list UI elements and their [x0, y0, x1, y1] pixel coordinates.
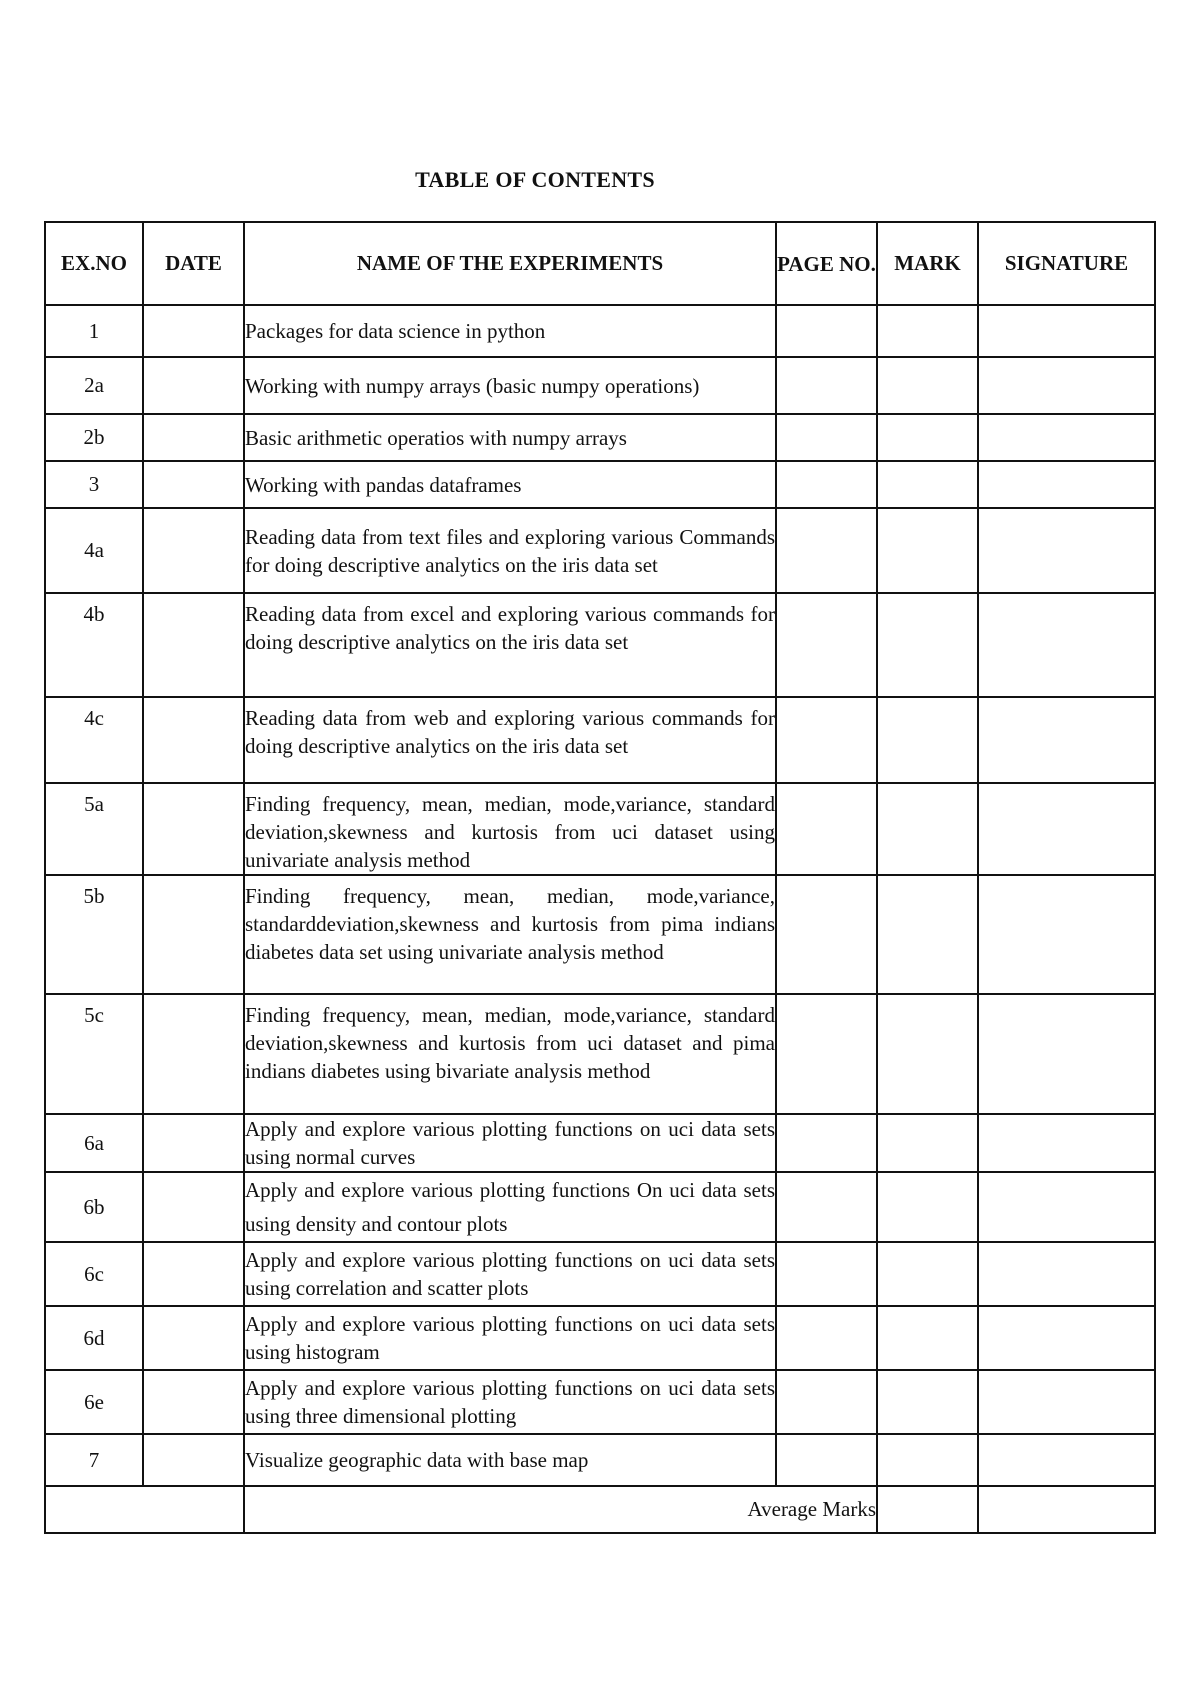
signature-cell [978, 783, 1155, 875]
contents-table [44, 221, 1156, 1534]
mark-cell [877, 1114, 978, 1172]
row-exno: 6d [45, 1306, 143, 1370]
table-row [45, 1172, 1155, 1242]
row-exno: 2a [45, 357, 143, 414]
mark-cell [877, 875, 978, 994]
mark-cell [877, 1242, 978, 1306]
row-exno: 6a [45, 1114, 143, 1172]
row-exno: 4b [45, 593, 143, 697]
row-exno: 7 [45, 1434, 143, 1486]
row-exno: 3 [45, 461, 143, 508]
mark-cell [877, 357, 978, 414]
table-row [45, 593, 1155, 697]
header-name: NAME OF THE EXPERIMENTS [244, 222, 776, 305]
date-cell [143, 508, 244, 593]
table-row [45, 1114, 1155, 1172]
page-cell [776, 1370, 877, 1434]
page-cell [776, 1306, 877, 1370]
date-cell [143, 994, 244, 1114]
row-name: Finding frequency, mean, median, mode,variance, standard deviation,skewness and kurtosis from uci dataset and pima indians diabetes using bivariate analysis method [244, 994, 776, 1114]
table-row [45, 357, 1155, 414]
row-name: Working with pandas dataframes [244, 461, 776, 508]
header-exno: EX.NO [45, 222, 143, 305]
row-name: Apply and explore various plotting functions On uci data sets using density and contour plots [244, 1172, 776, 1242]
row-name: Finding frequency, mean, median, mode,variance, standarddeviation,skewness and kurtosis from pima indians diabetes data set using univariate analysis method [244, 875, 776, 994]
row-name: Reading data from text files and exploring various Commands for doing descriptive analytics on the iris data set [244, 508, 776, 593]
date-cell [143, 1242, 244, 1306]
mark-cell [877, 414, 978, 461]
date-cell [143, 1306, 244, 1370]
table-row [45, 697, 1155, 783]
page-cell [776, 461, 877, 508]
mark-cell [877, 1370, 978, 1434]
header-date: DATE [143, 222, 244, 305]
average-mark-cell [877, 1486, 978, 1533]
row-exno: 5a [45, 783, 143, 875]
header-mark: MARK [877, 222, 978, 305]
row-exno: 6c [45, 1242, 143, 1306]
signature-cell [978, 305, 1155, 357]
table-row [45, 1434, 1155, 1486]
mark-cell [877, 783, 978, 875]
page-cell [776, 305, 877, 357]
signature-cell [978, 1434, 1155, 1486]
signature-cell [978, 461, 1155, 508]
mark-cell [877, 1434, 978, 1486]
signature-cell [978, 1172, 1155, 1242]
page-cell [776, 357, 877, 414]
row-name: Apply and explore various plotting functions on uci data sets using three dimensional plotting [244, 1370, 776, 1434]
date-cell [143, 783, 244, 875]
mark-cell [877, 1306, 978, 1370]
page-cell [776, 593, 877, 697]
table-row [45, 783, 1155, 875]
date-cell [143, 697, 244, 783]
signature-cell [978, 357, 1155, 414]
signature-cell [978, 1370, 1155, 1434]
table-row [45, 508, 1155, 593]
row-exno: 5b [45, 875, 143, 994]
table-row [45, 1306, 1155, 1370]
page-cell [776, 697, 877, 783]
mark-cell [877, 461, 978, 508]
row-name: Working with numpy arrays (basic numpy operations) [244, 357, 776, 414]
row-name: Visualize geographic data with base map [244, 1434, 776, 1486]
signature-cell [978, 1306, 1155, 1370]
header-page-no: PAGE NO. [776, 222, 877, 305]
row-exno: 6e [45, 1370, 143, 1434]
average-row [45, 1486, 1155, 1533]
page-cell [776, 1172, 877, 1242]
average-blank-cell [45, 1486, 244, 1533]
page-cell [776, 1114, 877, 1172]
average-marks-label: Average Marks [244, 1486, 877, 1533]
row-exno: 5c [45, 994, 143, 1114]
date-cell [143, 593, 244, 697]
table-row [45, 414, 1155, 461]
mark-cell [877, 1172, 978, 1242]
table-row [45, 875, 1155, 994]
page-cell [776, 508, 877, 593]
mark-cell [877, 305, 978, 357]
page-cell [776, 1242, 877, 1306]
signature-cell [978, 697, 1155, 783]
signature-cell [978, 875, 1155, 994]
date-cell [143, 357, 244, 414]
table-row [45, 1242, 1155, 1306]
signature-cell [978, 994, 1155, 1114]
date-cell [143, 414, 244, 461]
header-signature: SIGNATURE [978, 222, 1155, 305]
row-name: Reading data from web and exploring various commands for doing descriptive analytics on the iris data set [244, 697, 776, 783]
page-cell [776, 783, 877, 875]
signature-cell [978, 593, 1155, 697]
mark-cell [877, 994, 978, 1114]
signature-cell [978, 414, 1155, 461]
row-exno: 6b [45, 1172, 143, 1242]
date-cell [143, 1434, 244, 1486]
row-exno: 1 [45, 305, 143, 357]
page-cell [776, 994, 877, 1114]
row-name: Apply and explore various plotting functions on uci data sets using normal curves [244, 1114, 776, 1172]
date-cell [143, 875, 244, 994]
date-cell [143, 461, 244, 508]
date-cell [143, 1172, 244, 1242]
date-cell [143, 1370, 244, 1434]
table-row [45, 305, 1155, 357]
row-name: Apply and explore various plotting functions on uci data sets using histogram [244, 1306, 776, 1370]
row-name: Basic arithmetic operatios with numpy arrays [244, 414, 776, 461]
row-name: Apply and explore various plotting functions on uci data sets using correlation and scatter plots [244, 1242, 776, 1306]
mark-cell [877, 593, 978, 697]
row-name: Packages for data science in python [244, 305, 776, 357]
page-cell [776, 414, 877, 461]
table-row [45, 461, 1155, 508]
date-cell [143, 305, 244, 357]
row-exno: 4a [45, 508, 143, 593]
page-cell [776, 875, 877, 994]
row-name: Reading data from excel and exploring various commands for doing descriptive analytics on the iris data set [244, 593, 776, 697]
table-row [45, 994, 1155, 1114]
signature-cell [978, 1242, 1155, 1306]
average-signature-cell [978, 1486, 1155, 1533]
header-row [45, 222, 1155, 305]
mark-cell [877, 508, 978, 593]
row-exno: 2b [45, 414, 143, 461]
page-title: TABLE OF CONTENTS [415, 167, 655, 192]
page-cell [776, 1434, 877, 1486]
mark-cell [877, 697, 978, 783]
date-cell [143, 1114, 244, 1172]
row-name: Finding frequency, mean, median, mode,variance, standard deviation,skewness and kurtosis from uci dataset using univariate analysis method [244, 783, 776, 875]
row-exno: 4c [45, 697, 143, 783]
table-row [45, 1370, 1155, 1434]
signature-cell [978, 508, 1155, 593]
signature-cell [978, 1114, 1155, 1172]
